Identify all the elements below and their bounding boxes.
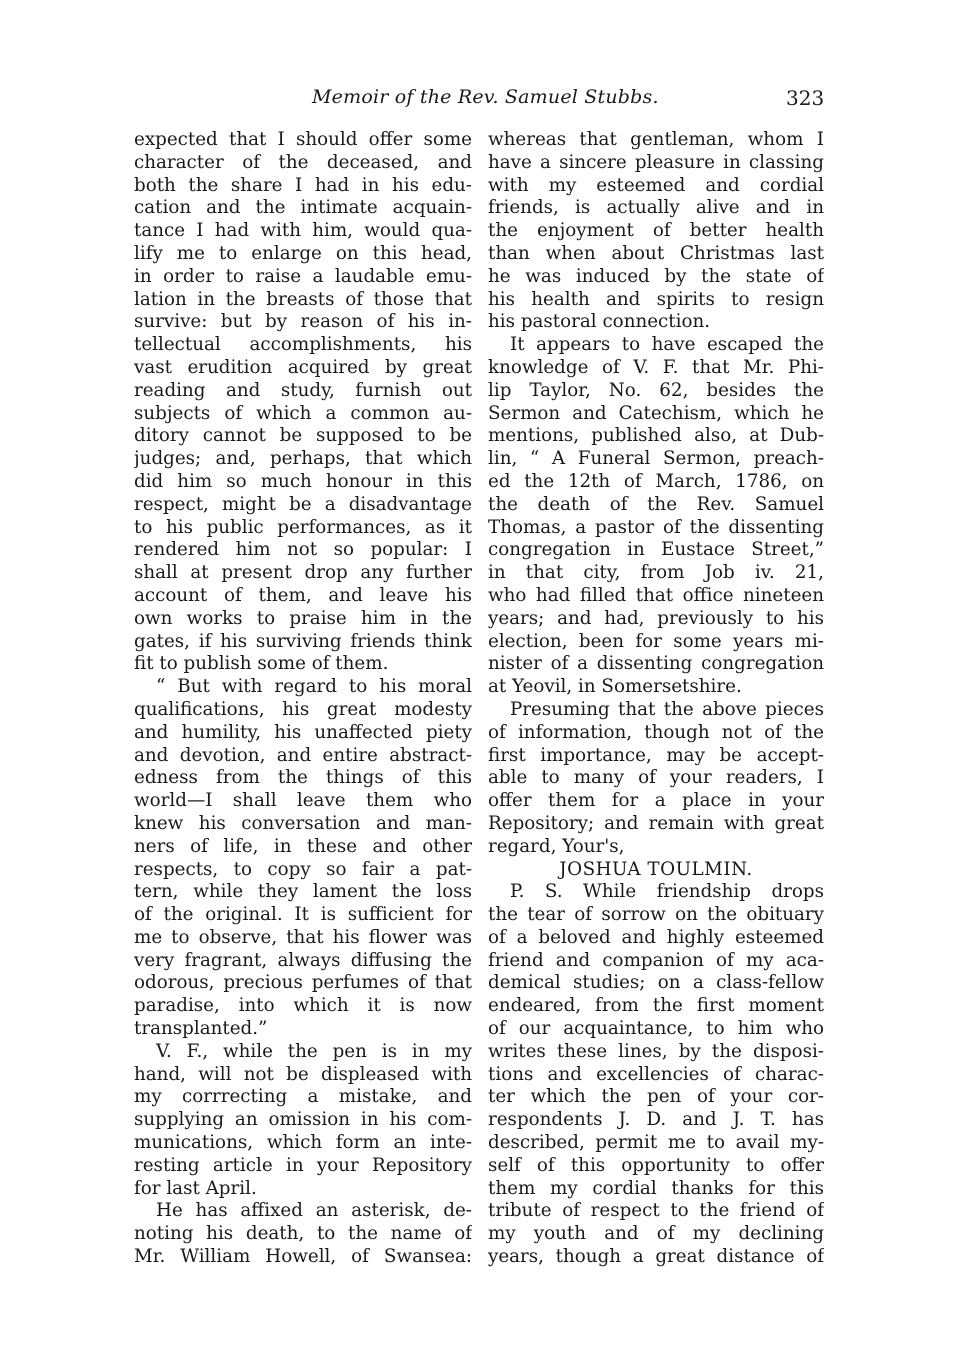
text-line: tance I had with him, would qua- [134, 220, 472, 242]
running-title: Memoir of the Rev. Samuel Stubbs. [312, 86, 659, 108]
text-line: regard, Your's, [488, 835, 625, 857]
text-line: the tear of sorrow on the obituary [488, 904, 824, 926]
text-line: demical studies; on a class-fellow [488, 972, 824, 994]
text-line: at Yeovil, in Somersetshire. [488, 676, 742, 698]
text-line: writes these lines, by the disposi- [488, 1040, 824, 1062]
text-line: ed the 12th of March, 1786, on [488, 470, 824, 492]
left-column [134, 129, 472, 1269]
text-line: munications, which form an inte- [134, 1132, 472, 1154]
text-line: mentions, published also, at Dub- [488, 425, 824, 447]
text-line: have a sincere pleasure in classing [488, 151, 824, 173]
text-line: to his public performances, as it [134, 516, 472, 538]
text-line: friend and companion of my aca- [488, 949, 824, 971]
text-line: with my esteemed and cordial [488, 174, 824, 196]
text-line: tellectual accomplishments, his [134, 334, 472, 356]
text-line: survive: but by reason of his in- [134, 311, 472, 333]
text-line: the death of the Rev. Samuel [488, 493, 824, 515]
text-line: nister of a dissenting congregation [488, 653, 824, 675]
text-line: gates, if his surviving friends think [134, 630, 472, 652]
right-column [488, 129, 824, 1269]
text-line: them my cordial thanks for this [488, 1177, 824, 1199]
text-line: Sermon and Catechism, which he [488, 402, 824, 424]
text-line: Repository; and remain with great [488, 812, 824, 834]
text-line: subjects of which a common au- [134, 402, 472, 424]
text-line: my youth and of my declining [488, 1223, 824, 1245]
text-line: whereas that gentleman, whom I [488, 129, 824, 150]
text-line: ter which the pen of your cor- [488, 1086, 824, 1108]
text-line: endeared, from the first moment [488, 995, 824, 1017]
text-line: and devotion, and entire abstract- [134, 744, 472, 766]
text-line: world—I shall leave them who [134, 790, 472, 812]
text-line: ditory cannot be supposed to be [134, 425, 472, 447]
text-line: noting his death, to the name of [134, 1223, 472, 1245]
text-line: odorous, precious perfumes of that [134, 972, 472, 994]
text-line: edness from the things of this [134, 767, 472, 789]
text-line: Mr. William Howell, of Swansea: [134, 1246, 472, 1268]
text-line: years; and had, previously to his [488, 607, 824, 629]
text-line: able to many of your readers, I [488, 767, 824, 789]
text-line: resting article in your Repository [134, 1154, 472, 1176]
text-line: cation and the intimate acquain- [134, 197, 472, 219]
text-line: character of the deceased, and [134, 151, 472, 173]
text-line: congregation in Eustace Street,” [488, 539, 824, 561]
text-line: friends, is actually alive and in [488, 197, 824, 219]
text-line: his health and spirits to resign [488, 288, 824, 310]
text-line: lify me to enlarge on this head, [134, 242, 472, 264]
text-line: both the share I had in his edu- [134, 174, 472, 196]
text-line: respect, might be a disadvantage [134, 493, 472, 515]
paragraph-start: Presuming that the above pieces [510, 698, 824, 720]
text-line: tribute of respect to the friend of [488, 1200, 824, 1222]
text-line: who had filled that office nineteen [488, 584, 824, 606]
paragraph-start: He has affixed an asterisk, de- [156, 1200, 472, 1222]
text-line: ners of life, in these and other [134, 835, 472, 857]
text-line: respondents J. D. and J. T. has [488, 1109, 824, 1131]
text-line: lation in the breasts of those that [134, 288, 472, 310]
text-line: very fragrant, always diffusing the [134, 949, 472, 971]
page-number: 323 [786, 86, 825, 110]
text-line: judges; and, perhaps, that which [134, 448, 472, 470]
paragraph-start: It appears to have escaped the [510, 334, 824, 356]
text-line: for last April. [134, 1177, 257, 1199]
text-line: supplying an omission in his com- [134, 1109, 472, 1131]
text-line: tions and excellencies of charac- [488, 1063, 824, 1085]
text-line: of our acquaintance, to him who [488, 1018, 824, 1040]
text-line: hand, will not be displeased with [134, 1063, 472, 1085]
text-line: account of them, and leave his [134, 584, 472, 606]
text-line: vast erudition acquired by great [134, 356, 472, 378]
text-line: in that city, from Job iv. 21, [488, 562, 824, 584]
signature-name: JOSHUA TOULMIN. [559, 858, 753, 880]
text-line: me to observe, that his flower was [134, 926, 472, 948]
text-line: than when about Christmas last [488, 242, 824, 264]
text-line: described, permit me to avail my- [488, 1132, 824, 1154]
text-line: reading and study, furnish out [134, 379, 472, 401]
text-line: of a beloved and highly esteemed [488, 926, 824, 948]
text-line: did him so much honour in this [134, 470, 472, 492]
text-line: shall at present drop any further [134, 562, 472, 584]
text-line: my corrrecting a mistake, and [134, 1086, 472, 1108]
text-line: election, been for some years mi- [488, 630, 824, 652]
text-line: tern, while they lament the loss [134, 881, 472, 903]
text-line: own works to praise him in the [134, 607, 472, 629]
text-line: knew his conversation and man- [134, 812, 472, 834]
text-line: first importance, may be accept- [488, 744, 824, 766]
text-line: offer them for a place in your [488, 790, 824, 812]
text-line: self of this opportunity to offer [488, 1154, 824, 1176]
text-line: of information, though not of the [488, 721, 824, 743]
text-line: respects, to copy so fair a pat- [134, 858, 472, 880]
text-line: lin, “ A Funeral Sermon, preach- [488, 448, 824, 470]
text-line: the enjoyment of better health [488, 220, 824, 242]
text-line: fit to publish some of them. [134, 653, 389, 675]
text-line: rendered him not so popular: I [134, 539, 472, 561]
text-line: his pastoral connection. [488, 311, 711, 333]
text-line: transplanted.” [134, 1018, 268, 1040]
text-line: expected that I should offer some [134, 129, 472, 150]
paragraph-start: V. F., while the pen is in my [156, 1040, 472, 1062]
text-line: qualifications, his great modesty [134, 698, 472, 720]
text-line: Thomas, a pastor of the dissenting [488, 516, 824, 538]
text-line: in order to raise a laudable emu- [134, 265, 472, 287]
text-line: he was induced by the state of [488, 265, 824, 287]
text-line: knowledge of V. F. that Mr. Phi- [488, 356, 824, 378]
paragraph-start: “ But with regard to his moral [156, 676, 472, 698]
paragraph-start: P. S. While friendship drops [510, 881, 824, 903]
text-line: years, though a great distance of [488, 1246, 824, 1268]
text-line: of the original. It is sufficient for [134, 904, 472, 926]
text-line: lip Taylor, No. 62, besides the [488, 379, 824, 401]
text-line: and humility, his unaffected piety [134, 721, 472, 743]
text-line: paradise, into which it is now [134, 995, 472, 1017]
